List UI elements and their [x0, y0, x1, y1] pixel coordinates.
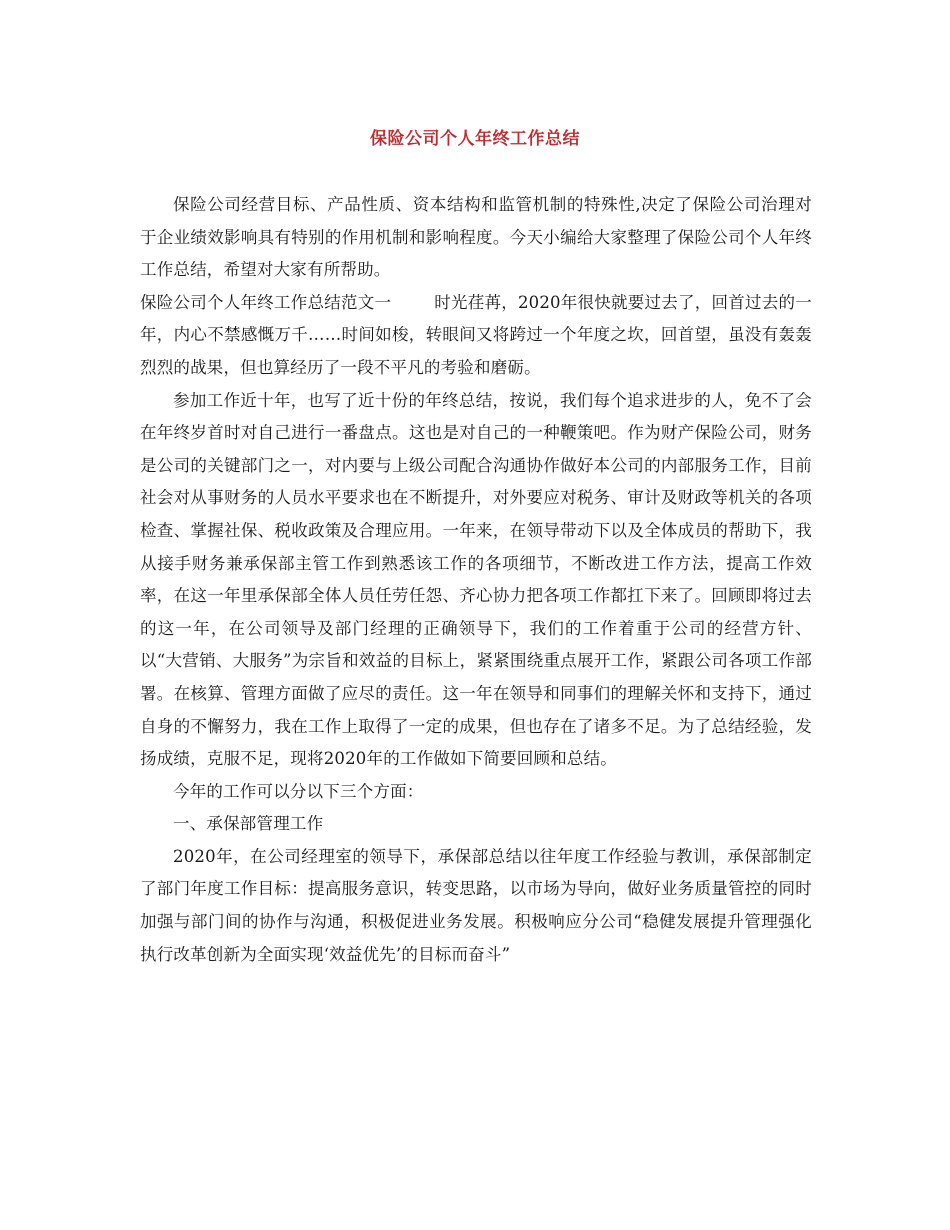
document-body [140, 189, 812, 971]
document-title: 保险公司个人年终工作总结 [370, 129, 580, 149]
body-paragraph-3: 2020年，在公司经理室的领导下，承保部总结以往年度工作经验与教训，承保部制定了部门年度工作目标：提高服务意识，转变思路，以市场为导向，做好业务质量管控的同时加强与部门间的协作与沟通，积极促进业务发展。积极响应分公司“稳健发展提升管理强化执行改革创新为全面实现‘效益优先’的目标而奋斗” [140, 846, 812, 964]
body-paragraph-1: 参加工作近十年，也写了近十份的年终总结，按说，我们每个追求进步的人，免不了会在年终岁首时对自己进行一番盘点。这也是对自己的一种鞭策吧。作为财产保险公司，财务是公司的关键部门之一，对内要与上级公司配合沟通协作做好本公司的内部服务工作，目前社会对从事财务的人员水平要求也在不断提升，对外要应对税务、审计及财政等机关的各项检查、掌握社保、税收政策及合理应用。一年来，在领导带动下以及全体成员的帮助下，我从接手财务兼承保部主管工作到熟悉该工作的各项细节，不断改进工作方法，提高工作效率，在这一年里承保部全体人员任劳任怨、齐心协力把各项工作都扛下来了。回顾即将过去的这一年，在公司领导及部门经理的正确领导下，我们的工作着重于公司的经营方针、以“大营销、大服务”为宗旨和效益的目标上，紧紧围绕重点展开工作，紧跟公司各项工作部署。在核算、管理方面做了应尽的责任。这一年在领导和同事们的理解关怀和支持下，通过自身的不懈努力，我在工作上取得了一定的成果，但也存在了诸多不足。为了总结经验，发扬成绩，克服不足，现将2020年的工作做如下简要回顾和总结。 [140, 390, 812, 769]
body-paragraph-2: 今年的工作可以分以下三个方面： [173, 781, 424, 801]
sample-opening: 时光荏苒，2020年很快就要过去了，回首过去的一年，内心不禁感慨万千……时间如梭，转眼间又将跨过一个年度之坎，回首望，虽没有轰轰烈烈的战果，但也算经历了一段不平凡的考验和磨砺。 [140, 292, 813, 377]
section-heading-1: 一、承保部管理工作 [173, 814, 324, 834]
sample-paragraph [140, 287, 812, 385]
sample-heading: 保险公司个人年终工作总结范文一 [140, 292, 392, 312]
intro-paragraph: 保险公司经营目标、产品性质、资本结构和监管机制的特殊性,决定了保险公司治理对于企业绩效影响具有特别的作用机制和影响程度。今天小编给大家整理了保险公司个人年终工作总结，希望对大家有所帮助。 [140, 195, 812, 280]
